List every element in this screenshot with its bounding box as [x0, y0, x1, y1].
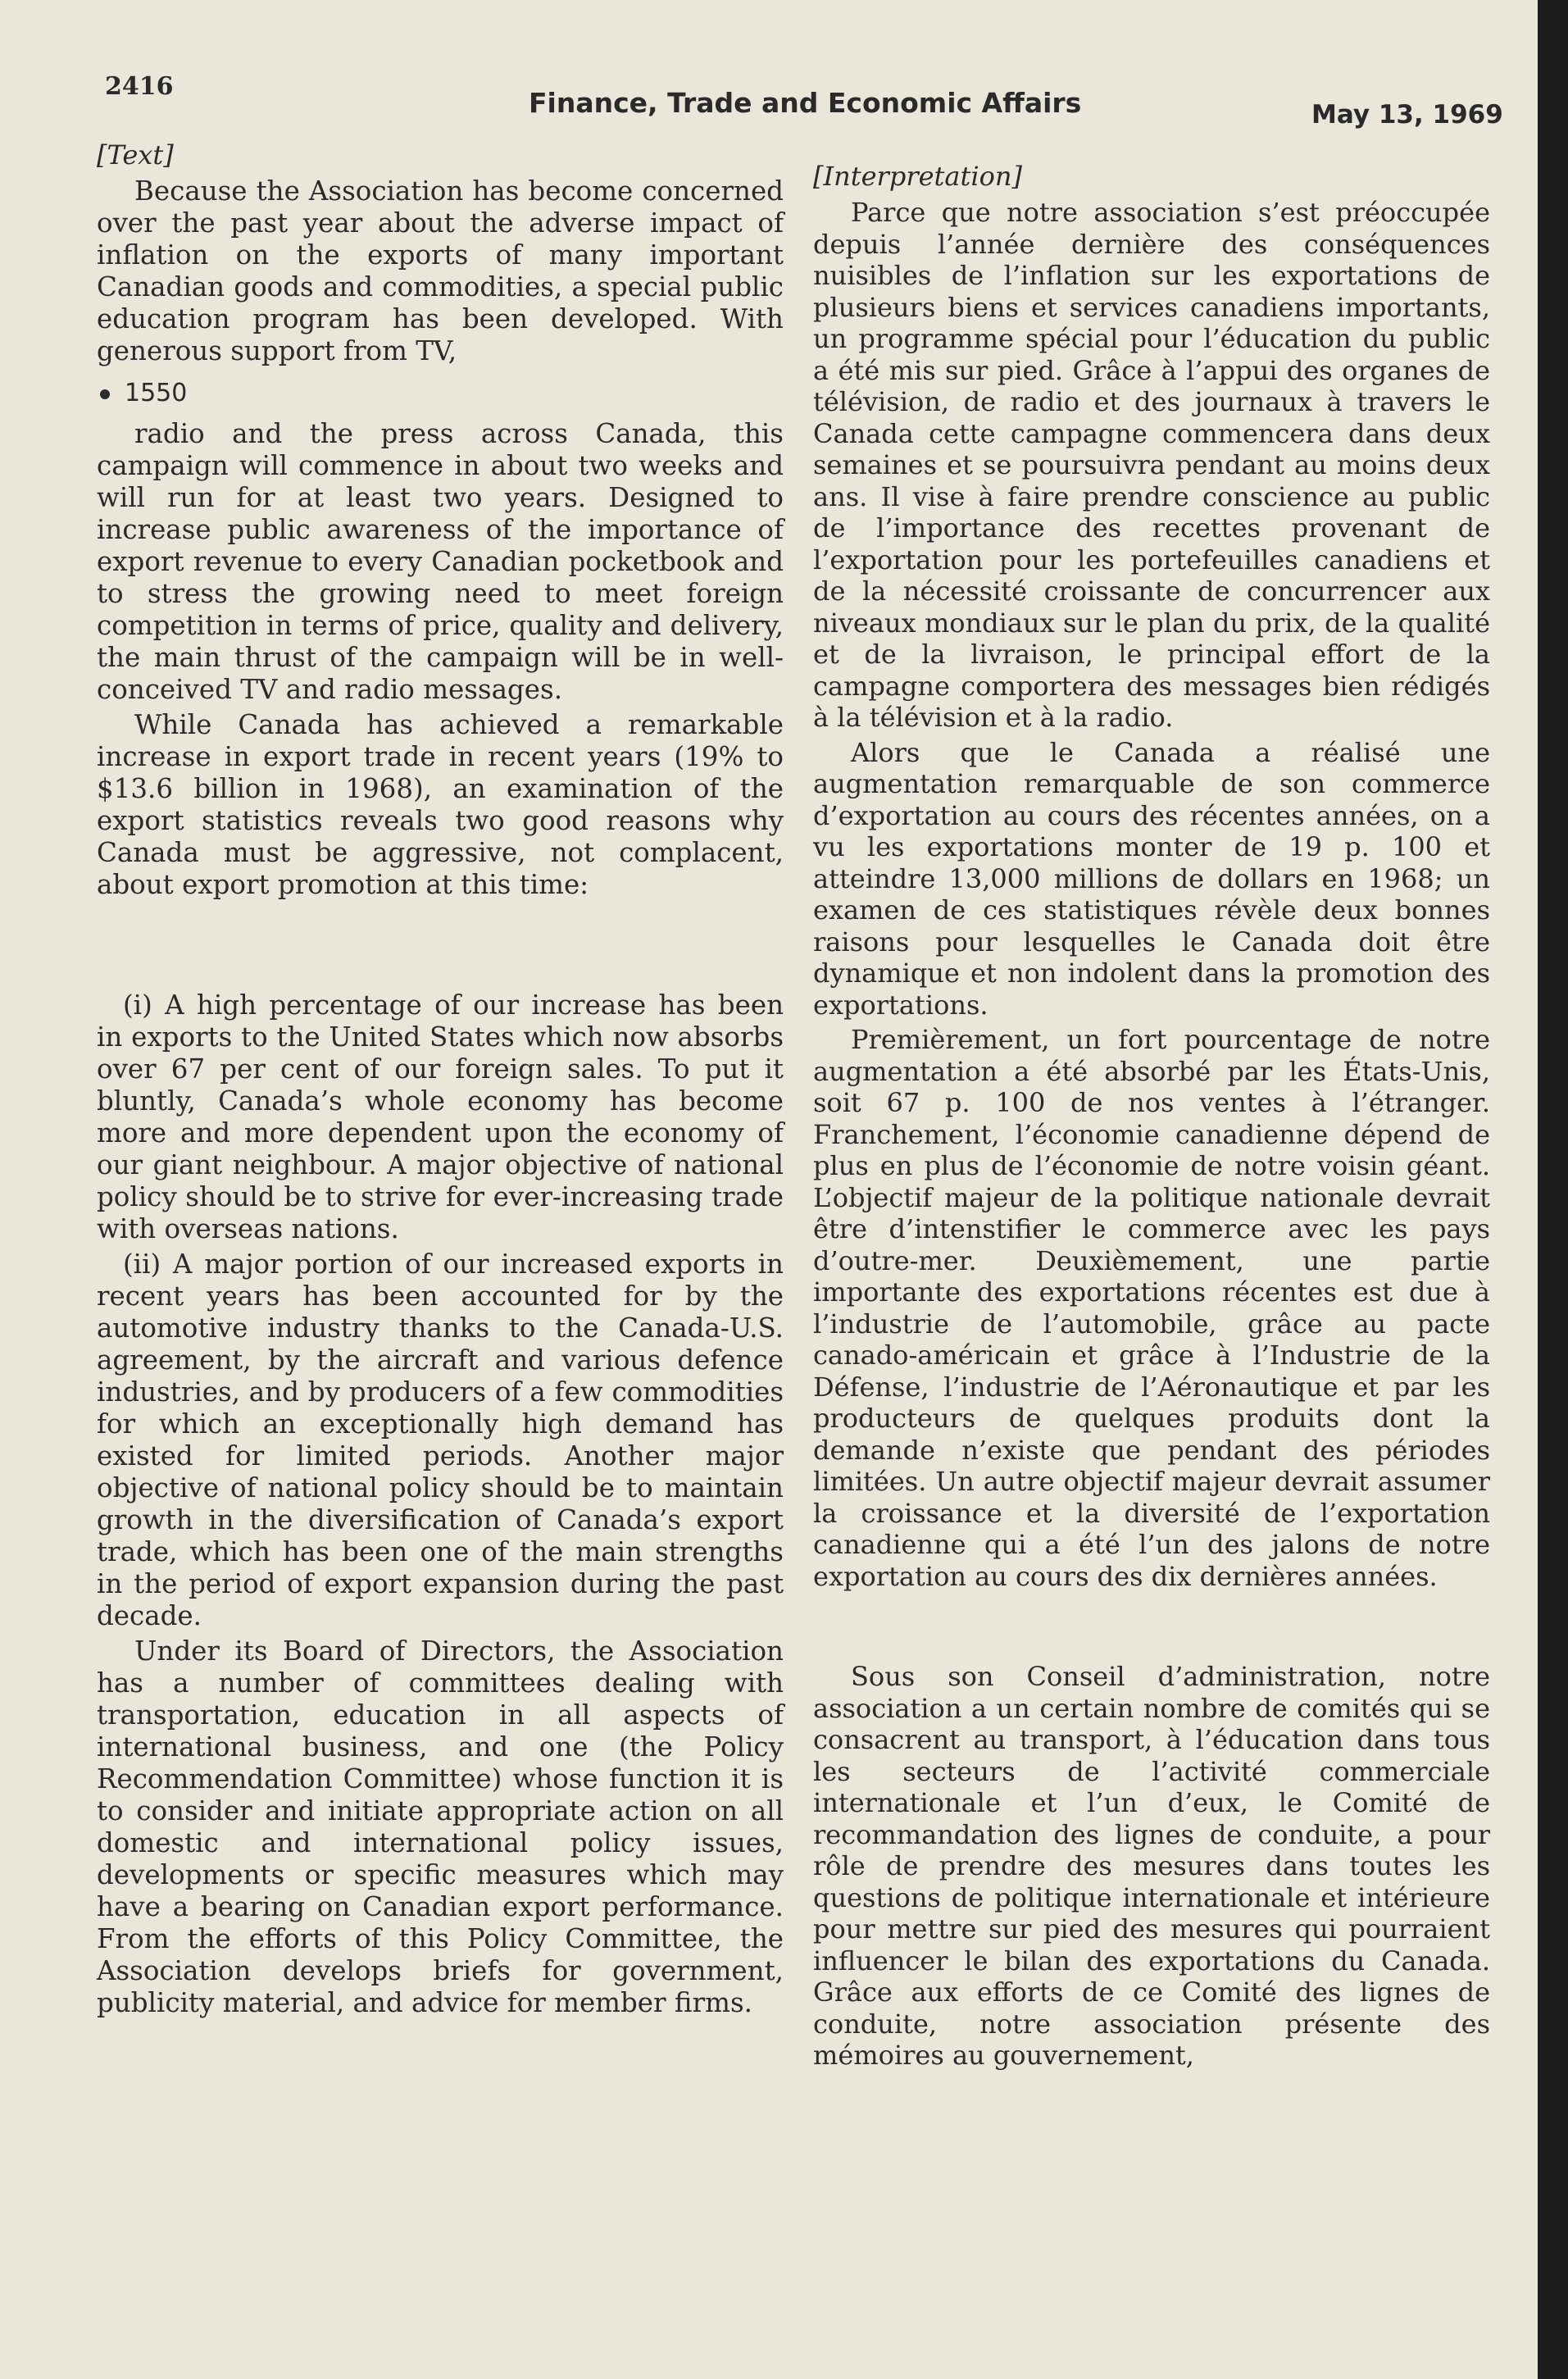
- paragraph: Because the Association has become concerned over the past year about the adverse impact of inflation on the exports of many important Canadian goods and commodities, a special public education program has been developed. With generous support from TV,: [97, 175, 784, 366]
- interpretation-label: [Interpretation]: [813, 161, 1022, 192]
- page-number: 2416: [105, 72, 174, 101]
- paragraph: Premièrement, un fort pourcentage de notre augmentation a été absorbé par les États-Unis, soit 67 p. 100 de nos ventes à l’étranger. Franchement, l’économie canadienne dépend de plus en plus de l’économie de notre voisin géant. L’objectif majeur de la politique nationale devrait être d’intenstifier le commerce avec les pays d’outre-mer. Deuxièmement, une partie importante des exportations récentes est due à l’industrie de l’automobile, grâce au pacte canado-américain et grâce à l’Industrie de la Défense, l’industrie de l’Aéronautique et par les producteurs de quelques produits dont la demande n’existe que pendant des périodes limitées. Un autre objectif majeur devrait assumer la croissance et la diversité de l’exportation canadienne qui a été l’un des jalons de notre exportation au cours des dix dernières années.: [813, 1024, 1490, 1592]
- list-item: (i) A high percentage of our increase has been in exports to the United States which now absorbs over 67 per cent of our foreign sales. To put it bluntly, Canada’s whole economy has become more and more dependent upon the economy of our giant neighbour. A major objective of national policy should be to strive for ever-increasing trade with overseas nations.: [97, 989, 784, 1244]
- paragraph: Sous son Conseil d’administration, notre association a un certain nombre de comités qui se consacrent au transport, à l’éducation dans tous les secteurs de l’activité commerciale internationale et l’un d’eux, le Comité de recommandation des lignes de conduite, a pour rôle de prendre des mesures dans toutes les questions de politique internationale et intérieure pour mettre sur pied des mesures qui pourraient influencer le bilan des exportations du Canada. Grâce aux efforts de ce Comité des lignes de conduite, notre association présente des mémoires au gouvernement,: [813, 1661, 1490, 2071]
- spacer: [97, 901, 784, 989]
- spacer: [813, 1592, 1490, 1661]
- english-text-column: [97, 138, 784, 2019]
- running-title: Finance, Trade and Economic Affairs: [529, 87, 1082, 119]
- list-item: (ii) A major portion of our increased exports in recent years has been accounted for by the automotive industry thanks to the Canada-U.S. agreement, by the aircraft and various defence industries, and by producers of a few commodities for which an exceptionally high demand has existed for limited periods. Another major objective of national policy should be to maintain growth in the diversification of Canada’s export trade, which has been one of the main strengths in the period of export expansion during the past decade.: [97, 1249, 784, 1631]
- header-date: May 13, 1969: [1311, 100, 1503, 130]
- paragraph: Alors que le Canada a réalisé une augmentation remarquable de son commerce d’exportation au cours des récentes années, on a vu les exportations monter de 19 p. 100 et atteindre 13,000 millions de dollars en 1968; un examen de ces statistiques révèle deux bonnes raisons pour lesquelles le Canada doit être dynamique et non indolent dans la promotion des exportations.: [813, 736, 1490, 1021]
- time-marker-label: 1550: [125, 379, 188, 407]
- bullet-icon: [100, 389, 110, 399]
- paragraph: Parce que notre association s’est préoccupée depuis l’année dernière des conséquences nuisibles de l’inflation sur les exportations de plusieurs biens et services canadiens importants, un programme spécial pour l’éducation du public a été mis sur pied. Grâce à l’appui des organes de télévision, de radio et des journaux à travers le Canada cette campagne commencera dans deux semaines et se poursuivra pendant au moins deux ans. Il vise à faire prendre conscience au public de l’importance des recettes provenant de l’exportation pour les portefeuilles canadiens et de la nécessité croissante de concurrencer aux niveaux mondiaux sur le plan du prix, de la qualité et de la livraison, le principal effort de la campagne comportera des messages bien rédigés à la télévision et à la radio.: [813, 197, 1490, 733]
- paragraph: Under its Board of Directors, the Association has a number of committees dealing with transportation, education in all aspects of international business, and one (the Policy Recommendation Committee) whose function it is to consider and initiate appropriate action on all domestic and international policy issues, developments or specific measures which may have a bearing on Canadian export performance. From the efforts of this Policy Committee, the Association develops briefs for government, publicity material, and advice for member firms.: [97, 1635, 784, 2018]
- french-interpretation-column: [813, 138, 1490, 2072]
- text-label: [Text]: [97, 139, 174, 171]
- paragraph: radio and the press across Canada, this campaign will commence in about two weeks and will run for at least two years. Designed to increase public awareness of the importance of export revenue to every Canadian pocketbook and to stress the growing need to meet foreign competition in terms of price, quality and delivery, the main thrust of the campaign will be in well-conceived TV and radio messages.: [97, 418, 784, 705]
- page-header: [0, 64, 1538, 130]
- paragraph: While Canada has achieved a remarkable increase in export trade in recent years (19% to $13.6 billion in 1968), an examination of the export statistics reveals two good reasons why Canada must be aggressive, not complacent, about export promotion at this time:: [97, 709, 784, 900]
- time-marker: [100, 377, 784, 410]
